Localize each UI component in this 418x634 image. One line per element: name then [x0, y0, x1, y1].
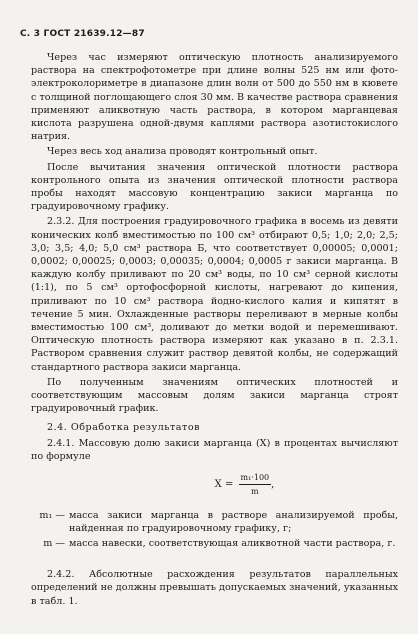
- paragraph-2-4-1: 2.4.1. Массовую долю закиси марганца (X) в процентах вычисляют по формуле: [31, 437, 398, 462]
- paragraph-subtraction: После вычитания значения оптической плотности раствора контрольного опыта из значения оптической плотности раствора пробы находят массовую концентрацию закиси марганца по градуировочному графику.: [31, 161, 398, 213]
- paragraph-2-4-2: 2.4.2. Абсолютные расхождения результатов параллельных определений не должны превышать допускаемых значений, указанных в табл. 1.: [31, 569, 398, 607]
- paragraph-graph: По полученным значениям оптических плотностей и соответствующим массовым долям закиси марганца строят градуировочный график.: [31, 376, 398, 415]
- paragraph-calibration: 2.3.2. Для построения градуировочного графика в восемь из девяти конических колб вместимостью по 100 см³ отбирают 0,5; 1,0; 2,0; 2,5; 3,0; 3,5; 4,0; 5,0 см³ раствора Б, что соответствует 0,00005; 0,0001; 0,0002; 0,00025; 0,0003; 0,00035; 0,0004; 0,0005 г закиси марганца. В каждую колбу приливают по 20 см³ воды, по 10 см³ серной кислоты (1:1), по 5 см³ ортофосфорной кислоты, нагревают до кипения, приливают по 10 см³ раствора йодно-кислого калия и кипятят в течение 5 мин. Охлажденные растворы переливают в мерные колбы вместимостью 100 см³, доливают до метки водой и перемешивают. Оптическую плотность раствора измеряют как указано в п. 2.3.1. Раствором сравнения служит раствор девятой колбы, не содержащий стандартного раствора закиси марганца.: [31, 216, 398, 373]
- definition-text: масса закиси марганца в растворе анализируемой пробы, найденная по градуировочному графику, г;: [69, 509, 398, 534]
- section-title: 2.4. Обработка результатов: [47, 422, 201, 434]
- paragraph-measurement: Через час измеряют оптическую плотность анализируемого раствора на спектрофотометре при длине волны 525 нм или фото-электроколориметре в диапазоне длин волн от 500 до 550 нм в кювете с толщиной поглощающего слоя 30 мм. В качестве раствора сравнения применяют аликвотную часть раствора, в котором марганцевая кислота разрушена одной-двумя каплями раствора азотистокислого натрия.: [31, 52, 398, 143]
- formula-numerator: m₁·100: [239, 471, 272, 485]
- definition-m1: [31, 509, 398, 535]
- formula-lhs: X =: [214, 479, 234, 491]
- formula-fraction: [239, 471, 275, 498]
- page-header: С. 3 ГОСТ 21639.12—87: [20, 29, 145, 39]
- definition-text: масса навески, соответствующая аликвотной части раствора, г.: [69, 537, 396, 549]
- formula: [91, 471, 398, 498]
- formula-denominator: m: [251, 487, 259, 497]
- definition-m: [31, 537, 398, 550]
- definition-symbol: m —: [43, 537, 65, 549]
- document-body: [31, 51, 398, 608]
- definitions: [31, 509, 398, 551]
- paragraph-control-test: Через весь ход анализа проводят контрольный опыт.: [47, 146, 318, 158]
- formula-trailing: ,: [271, 479, 275, 491]
- definition-symbol: m₁ —: [39, 509, 65, 521]
